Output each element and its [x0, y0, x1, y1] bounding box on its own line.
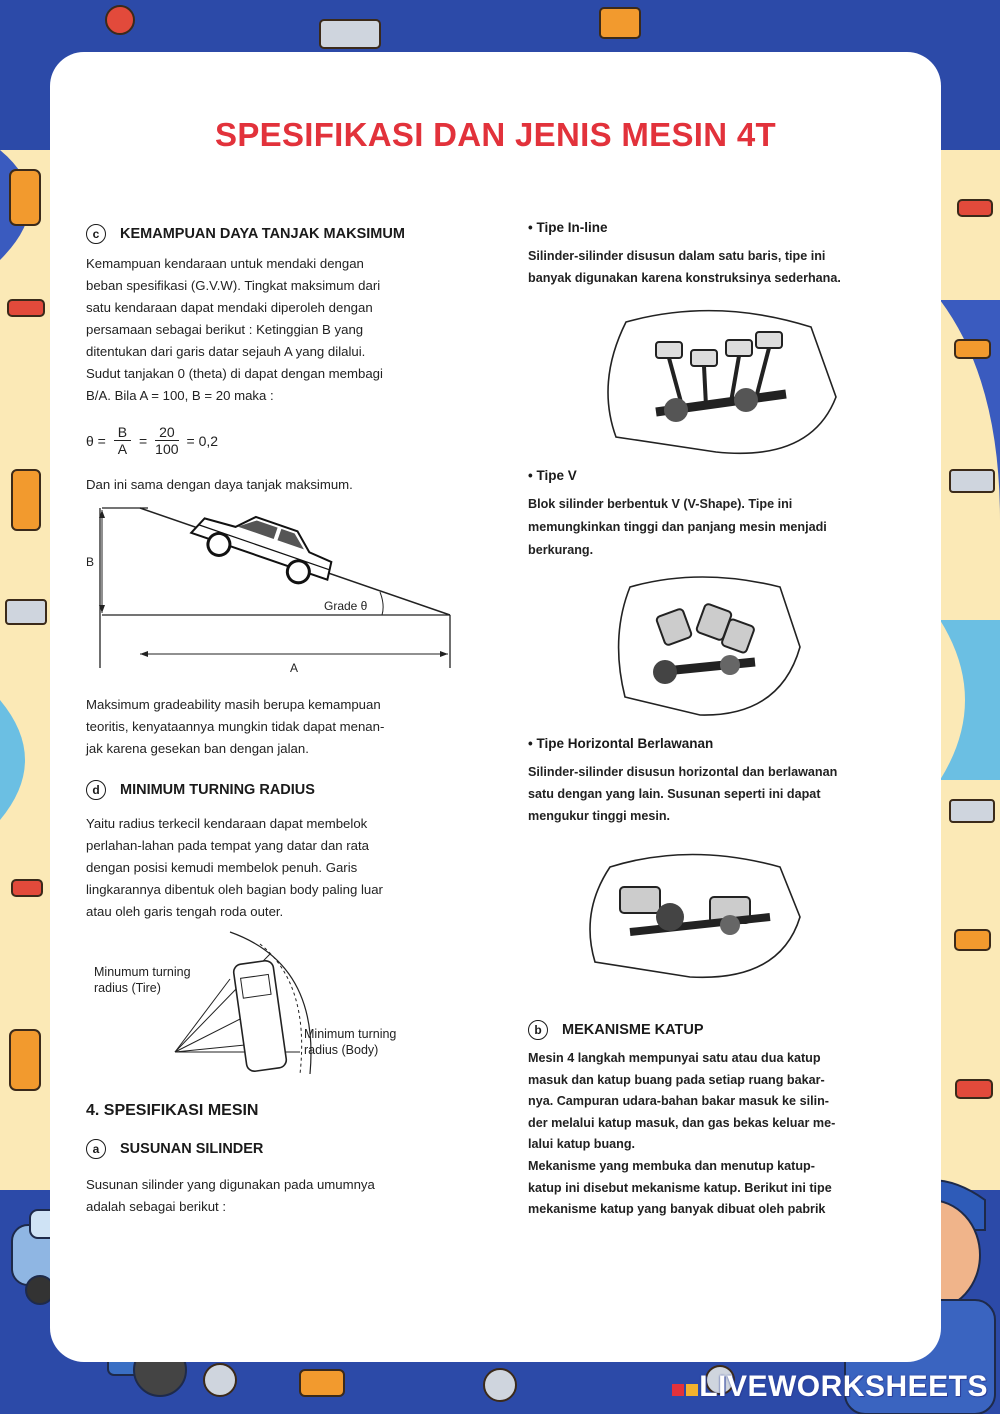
- label-tire-1: Minumum turning: [94, 965, 191, 979]
- text-line: atau oleh garis tengah roda outer.: [86, 904, 284, 919]
- text-line: nya. Campuran udara-bahan bakar masuk ke silin-: [528, 1094, 829, 1109]
- paragraph-inline: [528, 245, 910, 289]
- text-line: satu dengan yang lain. Susunan seperti ini dapat: [528, 787, 821, 801]
- bullet-v-text: Tipe V: [536, 468, 577, 483]
- bullet-inline-text: Tipe In-line: [536, 220, 608, 235]
- text-line: dengan posisi kemudi membelok penuh. Garis: [86, 860, 358, 875]
- formula-num1: B: [114, 424, 131, 441]
- text-line: katup ini disebut mekanisme katup. Berikut ini tipe: [528, 1180, 832, 1195]
- text-line: teoritis, kenyataannya mungkin tidak dapat menan-: [86, 719, 385, 734]
- label-grade: Grade θ: [324, 599, 368, 613]
- heading-a: [86, 1139, 263, 1159]
- text-line: Maksimum gradeability masih berupa kemampuan: [86, 697, 381, 712]
- formula-den2: 100: [155, 441, 179, 457]
- text-line: der melalui katup masuk, dan gas bekas keluar me-: [528, 1115, 836, 1130]
- text-line: Mesin 4 langkah mempunyai satu atau dua katup: [528, 1051, 821, 1065]
- text-line: Blok silinder berbentuk V (V-Shape). Tipe ini: [528, 497, 793, 511]
- watermark-text: LIVEWORKSHEETS: [699, 1370, 988, 1403]
- label-body-2: radius (Body): [304, 1043, 379, 1057]
- page-title: SPESIFIKASI DAN JENIS MESIN 4T: [215, 116, 776, 153]
- paragraph-d: [86, 813, 464, 923]
- formula-num2: 20: [155, 424, 179, 441]
- bullet-horizontal: • Tipe Horizontal Berlawanan: [528, 736, 714, 751]
- text-line: adalah sebagai berikut :: [86, 1199, 227, 1214]
- text-line: perlahan-lahan pada tempat yang datar dan rata: [86, 838, 370, 853]
- paragraph-v: [528, 493, 910, 562]
- gradeability-diagram: [80, 500, 460, 680]
- text-line: berkurang.: [528, 543, 594, 557]
- marker-d: d: [86, 780, 106, 800]
- heading-c-text: KEMAMPUAN DAYA TANJAK MAKSIMUM: [120, 225, 405, 242]
- heading-c: [86, 224, 405, 244]
- heading-b: [528, 1020, 704, 1040]
- text-line: beban spesifikasi (G.V.W). Tingkat maksimum dari: [86, 278, 381, 293]
- marker-b: b: [528, 1020, 548, 1040]
- paragraph-horizontal: [528, 761, 910, 827]
- heading-d-text: MINIMUM TURNING RADIUS: [120, 781, 315, 798]
- formula-eq: =: [138, 432, 148, 449]
- heading-a-text: SUSUNAN SILINDER: [120, 1140, 264, 1157]
- text-line: lingkarannya dibentuk oleh bagian body paling luar: [86, 882, 383, 897]
- text-line: persamaan sebagai berikut : Ketinggian B yang: [86, 322, 364, 337]
- marker-c: c: [86, 224, 106, 244]
- text-line: mekanisme katup yang banyak dibuat oleh pabrik: [528, 1202, 826, 1217]
- text-line: mengukur tinggi mesin.: [528, 809, 671, 823]
- turning-radius-diagram: [80, 924, 460, 1084]
- text-line: jak karena gesekan ban dengan jalan.: [86, 741, 309, 756]
- text-line: lalui katup buang.: [528, 1137, 636, 1152]
- liveworksheets-watermark[interactable]: [671, 1370, 988, 1404]
- text-line: banyak digunakan karena konstruksinya sederhana.: [528, 271, 841, 285]
- heading-b-text: MEKANISME KATUP: [562, 1021, 704, 1038]
- text-line: satu kendaraan dapat mendaki diperoleh dengan: [86, 300, 373, 315]
- text-line: memungkinkan tinggi dan panjang mesin menjadi: [528, 520, 827, 534]
- engine-v-image: [610, 567, 810, 722]
- paragraph-a: [86, 1174, 464, 1218]
- paragraph-c: [86, 253, 464, 407]
- text-line: Yaitu radius terkecil kendaraan dapat membelok: [86, 816, 368, 831]
- bullet-v: • Tipe V: [528, 468, 577, 483]
- section-4-title: 4. SPESIFIKASI MESIN: [86, 1102, 259, 1119]
- text-line: Sudut tanjakan 0 (theta) di dapat dengan membagi: [86, 366, 383, 381]
- text-line: ditentukan dari garis datar sejauh A yang dilalui.: [86, 344, 366, 359]
- formula-rhs: = 0,2: [186, 432, 219, 449]
- text-line: Silinder-silinder disusun horizontal dan berlawanan: [528, 765, 838, 779]
- formula-den1: A: [117, 441, 128, 457]
- formula: [86, 424, 218, 464]
- text-line: B/A. Bila A = 100, B = 20 maka :: [86, 388, 274, 403]
- content-card: [50, 52, 941, 1362]
- label-body-1: Minimum turning: [304, 1027, 397, 1041]
- text-line: Silinder-silinder disusun dalam satu baris, tipe ini: [528, 249, 826, 263]
- formula-lhs: θ =: [86, 432, 106, 449]
- bullet-horizontal-text: Tipe Horizontal Berlawanan: [536, 736, 714, 751]
- label-a: A: [290, 661, 299, 675]
- text-line: Susunan silinder yang digunakan pada umumnya: [86, 1177, 375, 1192]
- marker-a: a: [86, 1139, 106, 1159]
- engine-horizontal-image: [580, 837, 810, 987]
- bullet-inline: • Tipe In-line: [528, 220, 608, 235]
- after-formula-text: Dan ini sama dengan daya tanjak maksimum.: [86, 477, 353, 492]
- paragraph-b: [528, 1048, 910, 1221]
- label-b: B: [86, 555, 95, 569]
- engine-inline-image: [596, 302, 846, 462]
- label-tire-2: radius (Tire): [94, 981, 161, 995]
- gradeability-note: [86, 694, 464, 760]
- text-line: Kemampuan kendaraan untuk mendaki dengan: [86, 256, 364, 271]
- heading-d: [86, 780, 315, 800]
- text-line: masuk dan katup buang pada setiap ruang bakar-: [528, 1072, 825, 1087]
- text-line: Mekanisme yang membuka dan menutup katup-: [528, 1158, 815, 1173]
